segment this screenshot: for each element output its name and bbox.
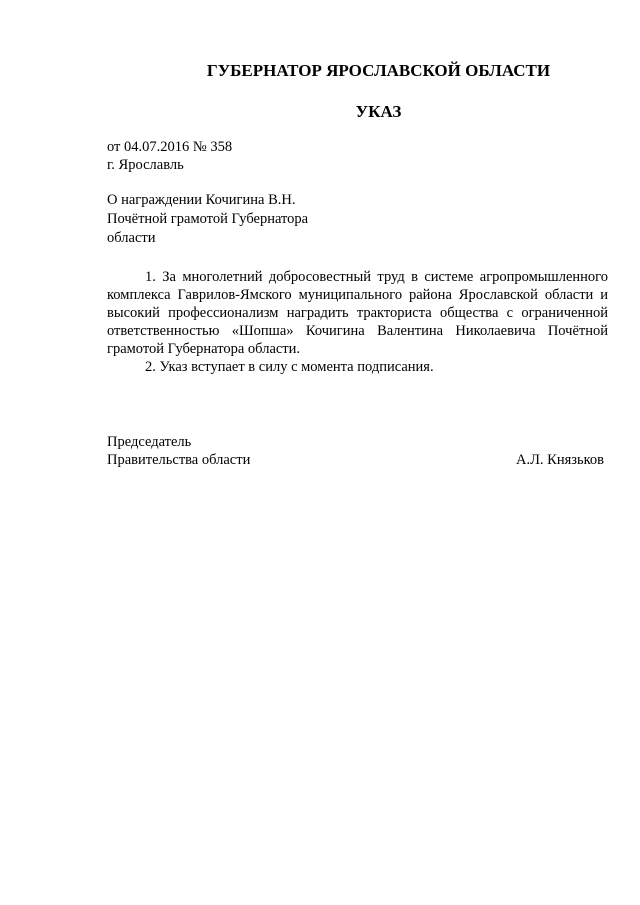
document-meta xyxy=(107,138,232,174)
body-paragraph-2: 2. Указ вступает в силу с момента подписания. xyxy=(145,359,434,375)
signatory-title: Правительства области xyxy=(107,452,251,468)
document-type-heading: УКАЗ xyxy=(355,102,402,121)
signature-block xyxy=(107,433,604,469)
body-paragraph-1: 1. За многолетний добросовестный труд в системе агропромышленного комплекса Гаврилов-Ямского муниципального района Ярославской области и высокий профессионализм наградить тракториста общества с ограниченной ответственностью «Шопша» Кочигина Валентина Николаевича Почётной грамотой Губернатора области. xyxy=(107,269,608,357)
place: г. Ярославль xyxy=(107,157,184,173)
subject-line: Почётной грамотой Губернатора xyxy=(107,211,309,227)
document-body xyxy=(107,268,608,376)
date-number: от 04.07.2016 № 358 xyxy=(107,139,233,155)
signatory-title: Председатель xyxy=(107,434,192,450)
subject-line: О награждении Кочигина В.Н. xyxy=(107,192,296,208)
signature-row xyxy=(107,451,604,469)
subject-line: области xyxy=(107,230,156,246)
document-subject xyxy=(107,191,367,248)
issuer-heading: ГУБЕРНАТОР ЯРОСЛАВСКОЙ ОБЛАСТИ xyxy=(206,61,551,80)
signatory-name: А.Л. Князьков xyxy=(515,452,604,468)
